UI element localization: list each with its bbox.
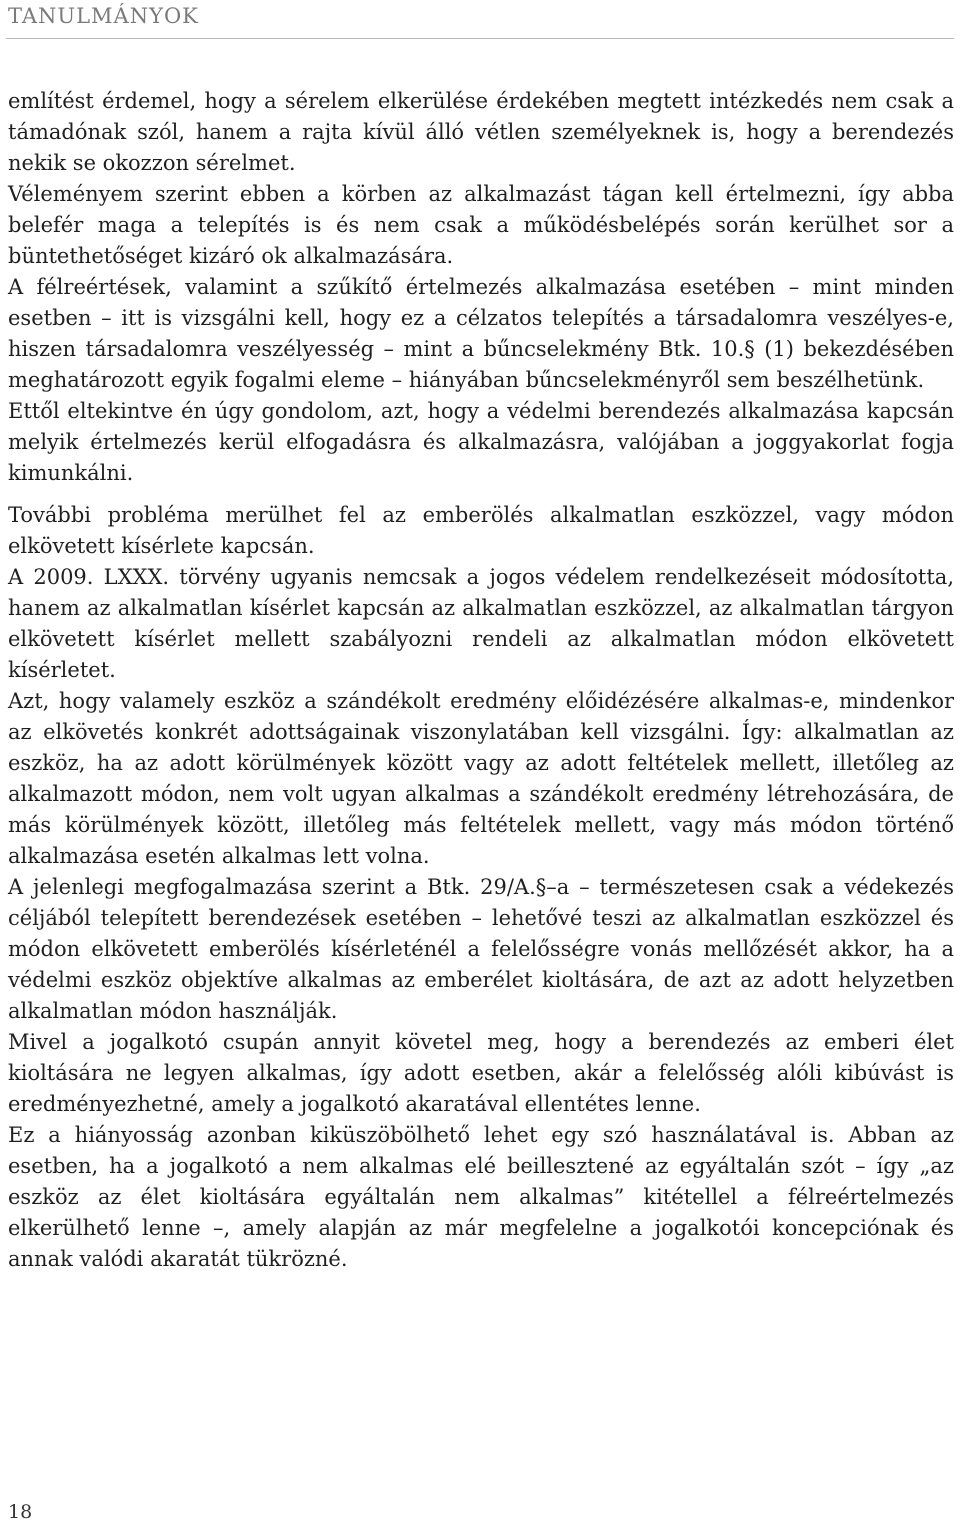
article-body: [8, 86, 954, 1275]
paragraph: A jelenlegi megfogalmazása szerint a Btk. 29/A.§–a – természetesen csak a védekezés céljából telepített berendezések esetében – lehetővé teszi az alkalmatlan eszközzel és módon elkövetett emberölés kísérleténél a felelősségre vonás mellőzését akkor, ha a védelmi eszköz objektíve alkalmas az emberélet kioltására, de azt az adott helyzetben alkalmatlan módon használják.: [8, 875, 954, 1023]
paragraph: Azt, hogy valamely eszköz a szándékolt eredmény előidézésére alkalmas-e, mindenkor az elkövetés konkrét adottságainak viszonylatában kell vizsgálni. Így: alkalmatlan az eszköz, ha az adott körülmények között vagy az adott feltételek mellett, illetőleg az alkalmazott módon, nem volt ugyan alkalmas a szándékolt eredmény létrehozására, de más körülmények között, illetőleg más feltételek mellett, vagy más módon történő alkalmazása esetén alkalmas lett volna.: [8, 689, 954, 868]
paragraph: Ez a hiányosság azonban kiküszöbölhető lehet egy szó használatával is. Abban az esetben, ha a jogalkotó a nem alkalmas elé beillesztené az egyáltalán szót – így „az eszköz az élet kioltására egyáltalán nem alkalmas” kitétellel a félreértelmezés elkerülhető lenne –, amely alapján az már megfelelne a jogalkotói koncepciónak és annak valódi akaratát tükrözné.: [8, 1123, 954, 1271]
paragraph: említést érdemel, hogy a sérelem elkerülése érdekében megtett intézkedés nem csak a támadónak szól, hanem a rajta kívül álló vétlen személyeknek is, hogy a berendezés nekik se okozzon sérelmet.: [8, 89, 954, 175]
running-header-title: TANULMÁNYOK: [8, 4, 199, 28]
paragraph: A 2009. LXXX. törvény ugyanis nemcsak a jogos védelem rendelkezéseit módosította, hanem az alkalmatlan kísérlet kapcsán az alkalmatlan eszközzel, az alkalmatlan tárgyon elkövetett kísérlet mellett szabályozni rendeli az alkalmatlan módon elkövetett kísérletet.: [8, 565, 954, 682]
paragraph: Véleményem szerint ebben a körben az alkalmazást tágan kell értelmezni, így abba belefér maga a telepítés is és nem csak a működésbelépés során kerülhet sor a büntethetőséget kizáró ok alkalmazására.: [8, 182, 954, 268]
paragraph: Ettől eltekintve én úgy gondolom, azt, hogy a védelmi berendezés alkalmazása kapcsán melyik értelmezés kerül elfogadásra és alkalmazásra, valójában a joggyakorlat fogja kimunkálni.: [8, 399, 954, 485]
page-number: 18: [8, 1501, 33, 1523]
paragraph: Mivel a jogalkotó csupán annyit követel meg, hogy a berendezés az emberi élet kioltására ne legyen alkalmas, így adott esetben, akár a felelősség alóli kibúvást is eredményezhetné, amely a jogalkotó akaratával ellentétes lenne.: [8, 1030, 954, 1116]
paragraph: További probléma merülhet fel az emberölés alkalmatlan eszközzel, vagy módon elkövetett kísérlete kapcsán.: [8, 503, 954, 558]
paragraph: A félreértések, valamint a szűkítő értelmezés alkalmazása esetében – mint minden esetben – itt is vizsgálni kell, hogy ez a célzatos telepítés a társadalomra veszélyes-e, hiszen társadalomra veszélyesség – mint a bűncselekmény Btk. 10.§ (1) bekezdésében meghatározott egyik fogalmi eleme – hiányában bűncselekményről sem beszélhetünk.: [8, 275, 954, 392]
header-divider: [6, 38, 954, 39]
